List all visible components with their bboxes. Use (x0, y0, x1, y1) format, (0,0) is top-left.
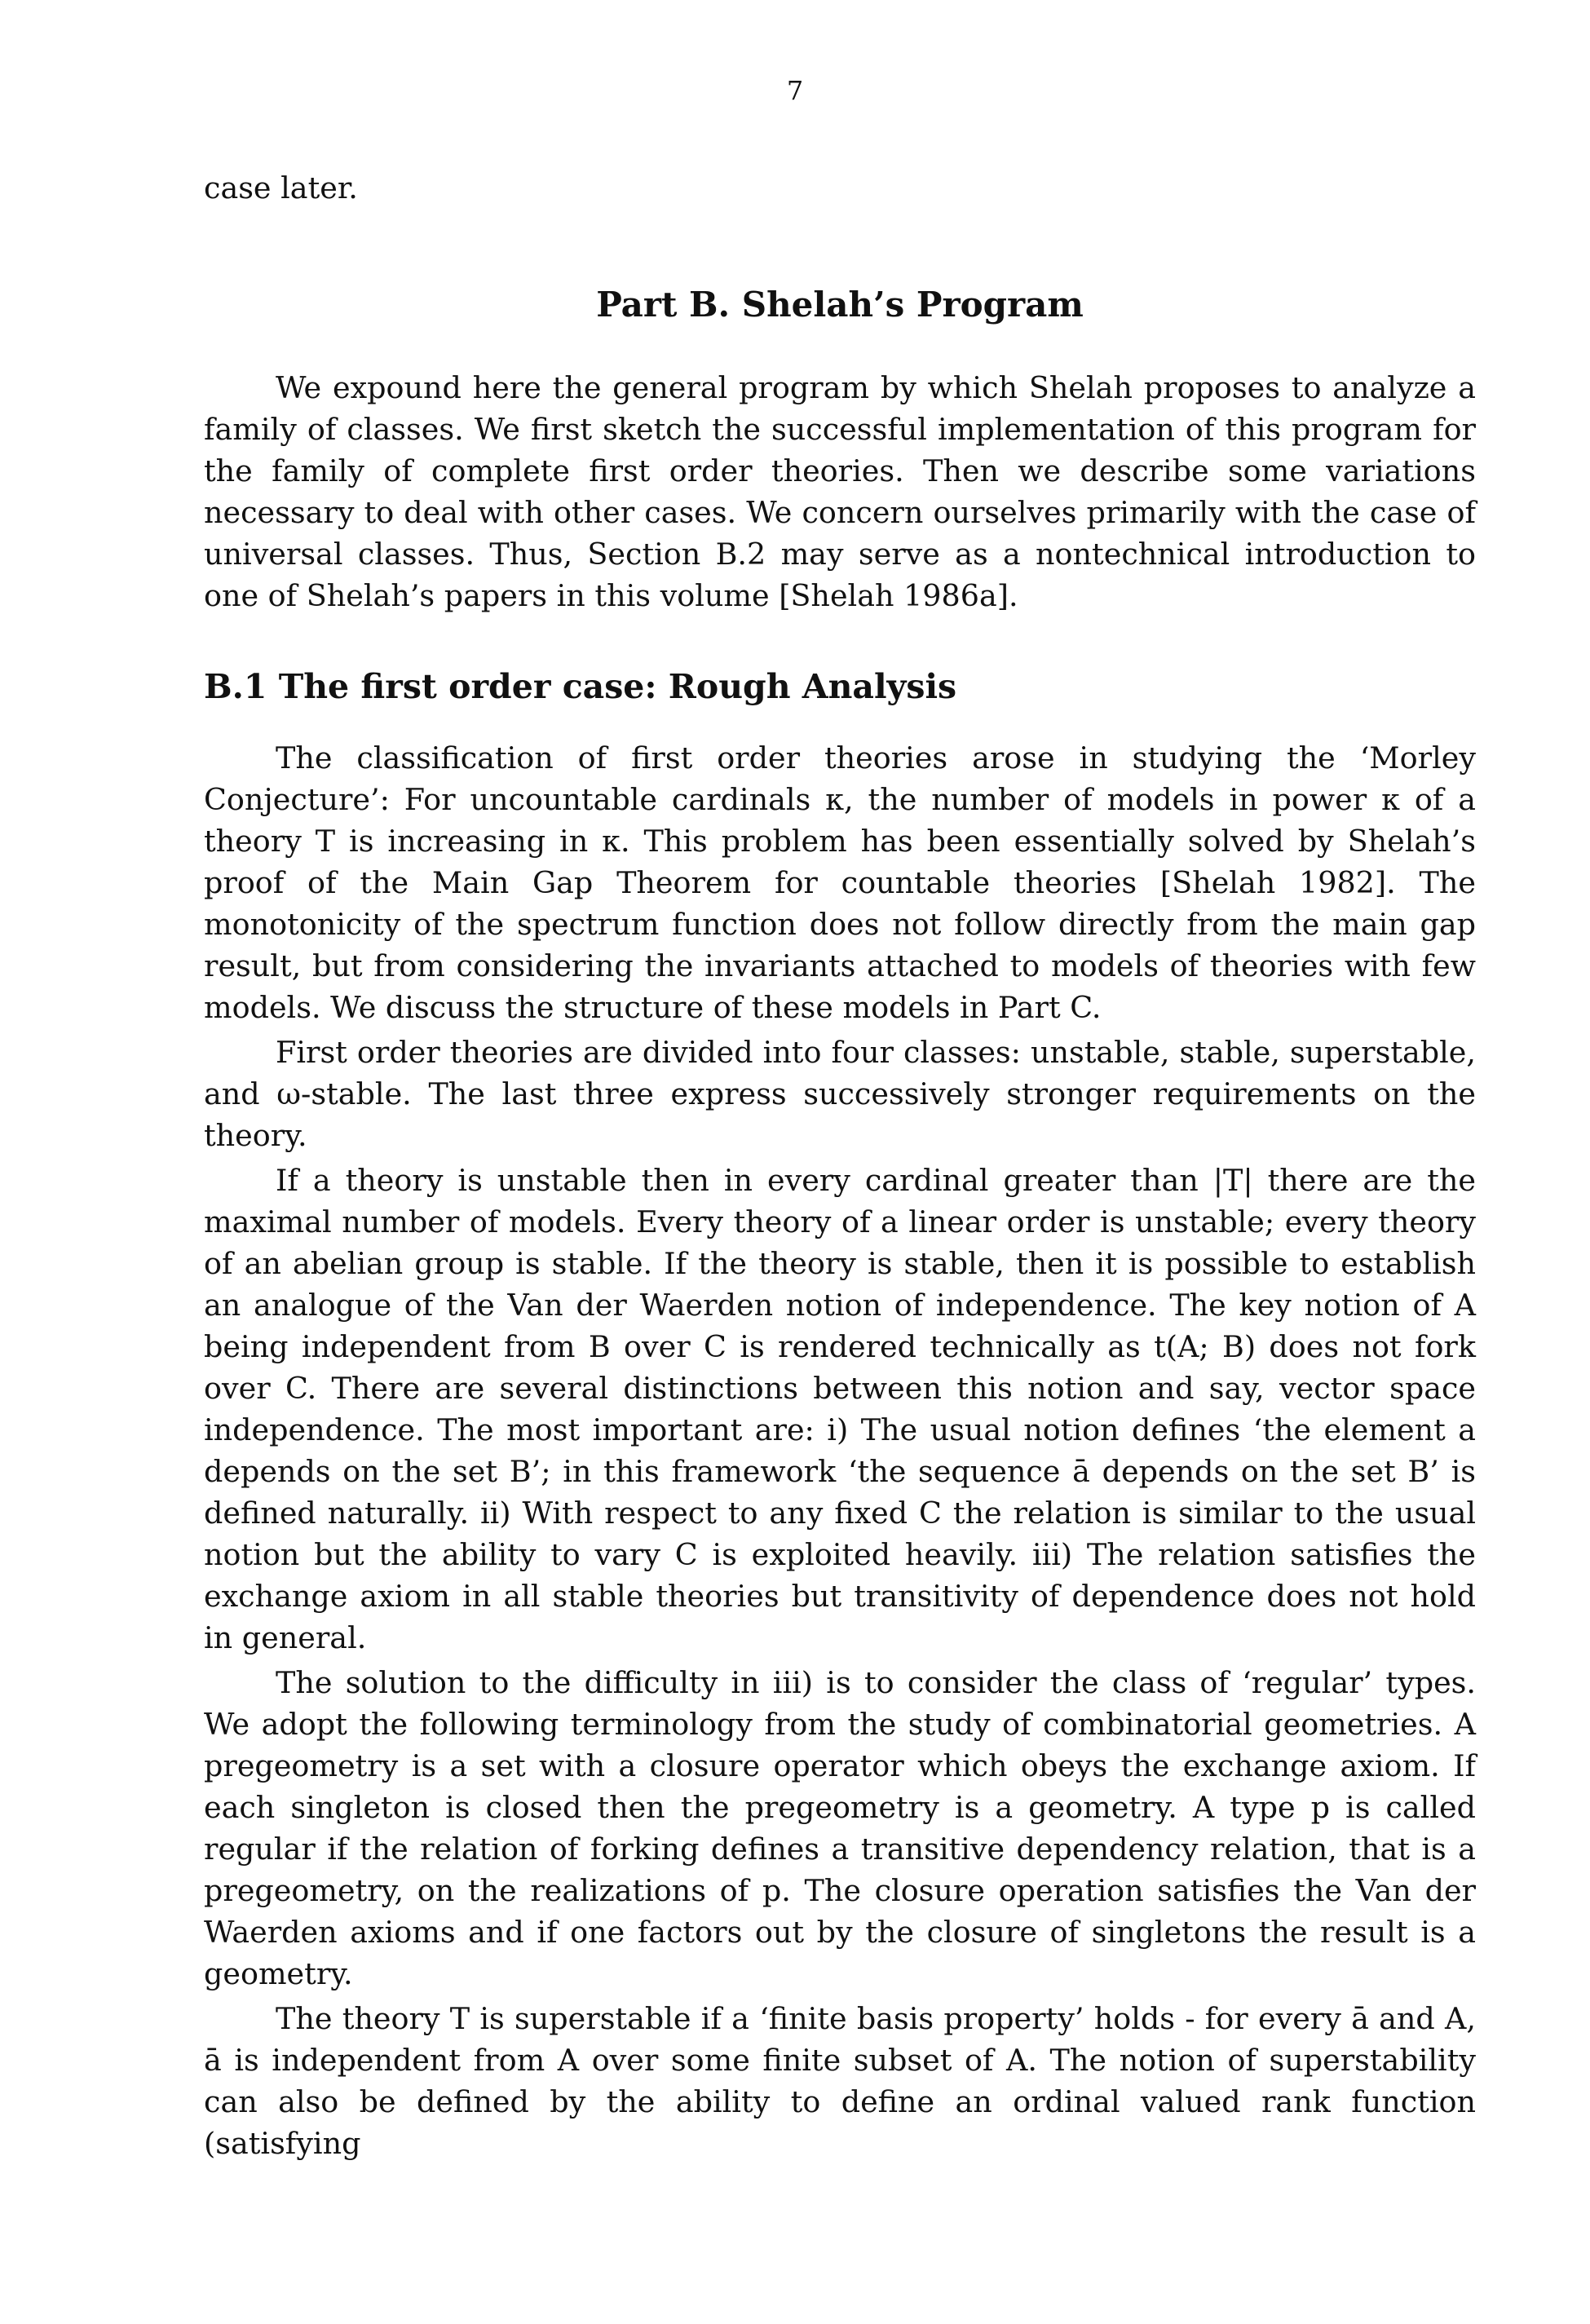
part-title: Part B. Shelah’s Program (596, 285, 1084, 325)
paragraph-regular-types: The solution to the difficulty in iii) is to consider the class of ‘regular’ types. We adopt the following terminology from the study of combinatorial geometries. A pregeometry is a set with a closure operator which obeys the exchange axiom. If each singleton is closed then the pregeometry is a geometry. A type p is called regular if the relation of forking defines a transitive dependency relation, that is a pregeometry, on the realizations of p. The closure operation satisfies the Van der Waerden axioms and if one factors out by the closure of singletons the result is a geometry. (204, 1665, 1476, 1991)
continuation-text: case later. (204, 170, 358, 205)
paragraph-four-classes: First order theories are divided into four classes: unstable, stable, superstable, and ω-stable. The last three express successively stronger requirements on the theory. (204, 1035, 1476, 1153)
paragraph-morley-conjecture: The classification of first order theories arose in studying the ‘Morley Conjecture’: For uncountable cardinals κ, the number of models in power κ of a theory T is increasing in κ. This problem has been essentially solved by Shelah’s proof of the Main Gap Theorem for countable theories [Shelah 1982]. The monotonicity of the spectrum function does not follow directly from the main gap result, but from considering the invariants attached to models of theories with few models. We discuss the structure of these models in Part C. (204, 740, 1476, 1025)
page-number: 7 (786, 75, 804, 106)
page-body (204, 167, 1476, 2164)
section-title: B.1 The first order case: Rough Analysis (204, 667, 957, 706)
paragraph-superstable: The theory T is superstable if a ‘finite basis property’ holds - for every ā and A, ā is independent from A over some finite subset of A. The notion of superstability can also be defined by the ability to define an ordinal valued rank function (satisfying (204, 2001, 1476, 2161)
paragraph-unstable-stable: If a theory is unstable then in every cardinal greater than |T| there are the maximal number of models. Every theory of a linear order is unstable; every theory of an abelian group is stable. If the theory is stable, then it is possible to establish an analogue of the Van der Waerden notion of independence. The key notion of A being independent from B over C is rendered technically as t(A; B) does not fork over C. There are several distinctions between this notion and say, vector space independence. The most important are: i) The usual notion defines ‘the element a depends on the set B’; in this framework ‘the sequence ā depends on the set B’ is defined naturally. ii) With respect to any fixed C the relation is similar to the usual notion but the ability to vary C is exploited heavily. iii) The relation satisfies the exchange axiom in all stable theories but transitivity of dependence does not hold in general. (204, 1163, 1476, 1655)
part-intro-paragraph: We expound here the general program by which Shelah proposes to analyze a family of classes. We first sketch the successful implementation of this program for the family of complete first order theories. Then we describe some variations necessary to deal with other cases. We concern ourselves primarily with the case of universal classes. Thus, Section B.2 may serve as a nontechnical introduction to one of Shelah’s papers in this volume [Shelah 1986a]. (204, 370, 1476, 613)
